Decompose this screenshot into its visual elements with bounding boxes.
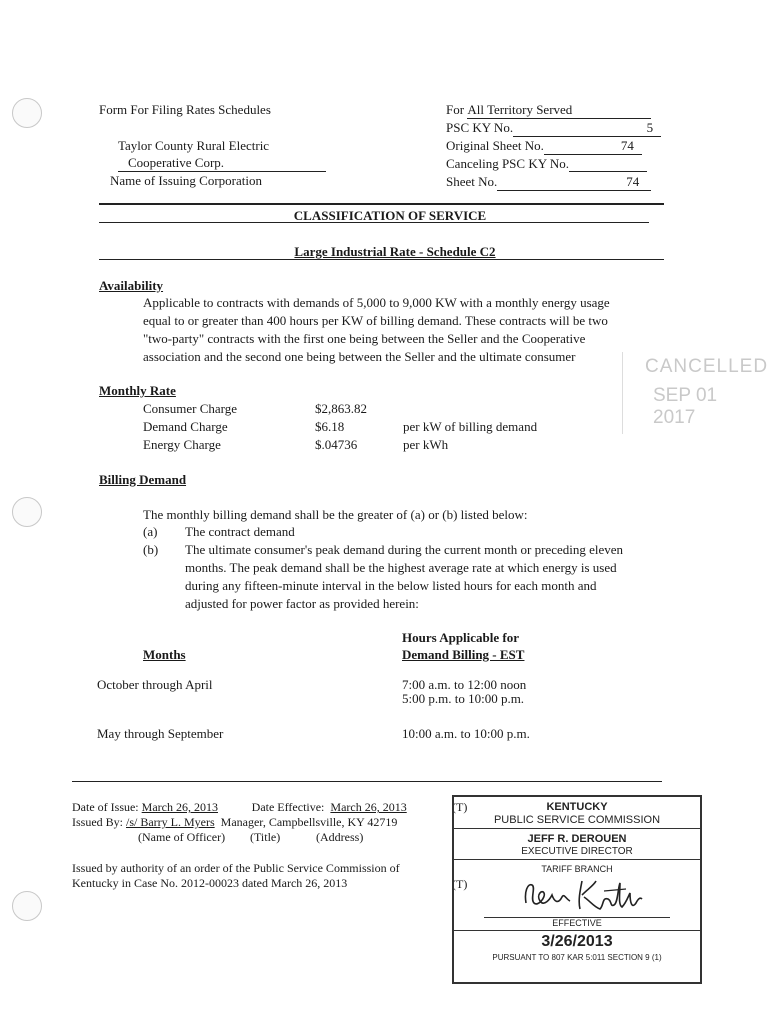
schedule-title: Large Industrial Rate - Schedule C2 (294, 244, 496, 259)
months-cell: October through April (97, 677, 213, 692)
psc-stamp-divider (454, 930, 700, 931)
sheet-no-label: Sheet No. (446, 174, 498, 189)
monthly-rate-heading: Monthly Rate (99, 383, 176, 398)
caption-officer: (Name of Officer) (138, 830, 226, 844)
billing-item-b-line: adjusted for power factor as provided herein: (185, 596, 419, 611)
date-effective-label: Date Effective: (251, 800, 325, 814)
rate-row (143, 436, 448, 453)
psc-no-value: 5 (513, 119, 661, 137)
original-sheet-label: Original Sheet No. (446, 138, 544, 153)
availability-line: Applicable to contracts with demands of 5,000 to 9,000 KW with a monthly energy usage (143, 295, 610, 310)
sheet-no-row (446, 173, 651, 191)
canceling-row (446, 155, 647, 172)
rate-name: Demand Charge (143, 419, 228, 434)
billing-demand-heading: Billing Demand (99, 472, 187, 487)
issued-by-address: Campbellsville, KY 42719 (268, 815, 398, 829)
form-title: Form For Filing Rates Schedules (99, 102, 271, 117)
schedule-rule (99, 259, 664, 260)
classification-title: CLASSIFICATION OF SERVICE (293, 208, 487, 223)
footer-divider (72, 781, 662, 782)
hours-cell: 10:00 a.m. to 10:00 p.m. (402, 726, 530, 741)
rate-amount: $6.18 (315, 419, 345, 434)
date-row (72, 799, 407, 815)
hours-header-line2: Demand Billing - EST (402, 647, 525, 662)
issued-by-title: Manager, (220, 815, 266, 829)
psc-approval-stamp (452, 795, 702, 984)
issued-by-row (72, 814, 397, 830)
classification-rule (99, 222, 649, 223)
psc-stamp-divider (454, 828, 700, 829)
change-mark-t: (T) (452, 800, 468, 814)
date-issue-label: Date of Issue: (72, 800, 139, 814)
binder-hole-middle (12, 497, 42, 527)
psc-pursuant: PURSUANT TO 807 KAR 5:011 SECTION 9 (1) (492, 953, 662, 962)
sheet-no-value: 74 (497, 173, 651, 191)
hours-header-line1: Hours Applicable for (402, 630, 520, 645)
availability-line: association and the second one being between the Seller and the ultimate consumer (143, 349, 576, 364)
rate-name: Energy Charge (143, 437, 221, 452)
issuer-name-line2 (118, 154, 326, 172)
date-issue-value: March 26, 2013 (141, 800, 218, 814)
cancelled-stamp (622, 352, 769, 434)
canceling-value (569, 155, 647, 172)
issued-by-captions (138, 829, 363, 845)
original-sheet-row (446, 137, 642, 155)
psc-commission: PUBLIC SERVICE COMMISSION (493, 814, 661, 826)
psc-no-label: PSC KY No. (446, 120, 514, 135)
hours-cell: 7:00 a.m. to 12:00 noon (402, 677, 527, 692)
billing-item-b-label: (b) (143, 542, 159, 557)
availability-heading: Availability (99, 278, 164, 293)
psc-no-row (446, 119, 661, 137)
binder-hole-top (12, 98, 42, 128)
rate-name: Consumer Charge (143, 401, 237, 416)
for-row (446, 101, 651, 119)
rate-amount: $2,863.82 (315, 401, 367, 416)
caption-title: (Title) (250, 830, 281, 844)
billing-item-a (143, 523, 295, 540)
rate-row (143, 418, 537, 435)
billing-item-a-text: The contract demand (185, 524, 295, 539)
caption-address: (Address) (316, 830, 364, 844)
billing-item-b-line: months. The peak demand shall be the highest average rate at which energy is used (185, 560, 617, 575)
authority-line: Kentucky in Case No. 2012-00023 dated March 26, 2013 (72, 876, 348, 890)
psc-state: KENTUCKY (546, 801, 608, 813)
issuer-name-line1: Taylor County Rural Electric (118, 138, 270, 153)
issued-by-value: /s/ Barry L. Myers (126, 815, 215, 829)
hours-cell: 5:00 p.m. to 10:00 p.m. (402, 691, 525, 706)
psc-effective-label: EFFECTIVE (552, 918, 602, 928)
binder-hole-bottom (12, 891, 42, 921)
months-cell: May through September (97, 726, 224, 741)
for-label: For (446, 102, 465, 117)
signature-icon (454, 877, 700, 915)
billing-item-a-label: (a) (143, 524, 158, 539)
change-mark-t: (T) (452, 877, 468, 891)
signature-image (454, 877, 700, 915)
billing-demand-intro: The monthly billing demand shall be the greater of (a) or (b) listed below: (143, 507, 528, 522)
rate-unit: per kWh (403, 437, 449, 452)
rate-amount: $.04736 (315, 437, 358, 452)
issuer-name-line2-text: Cooperative Corp. (118, 154, 326, 172)
issuer-caption: Name of Issuing Corporation (110, 173, 263, 188)
issued-by-label: Issued By: (72, 815, 123, 829)
cancelled-stamp-word: CANCELLED (645, 356, 769, 377)
psc-director-title: EXECUTIVE DIRECTOR (521, 846, 633, 857)
original-sheet-value: 74 (544, 137, 642, 155)
billing-item-b (143, 541, 623, 558)
authority-line: Issued by authority of an order of the Public Service Commission of (72, 861, 400, 875)
billing-item-b-line: The ultimate consumer's peak demand during the current month or preceding eleven (185, 542, 624, 557)
psc-stamp-divider (454, 859, 700, 860)
canceling-label: Canceling PSC KY No. (446, 156, 570, 171)
psc-branch: TARIFF BRANCH (541, 864, 613, 874)
psc-director-name: JEFF R. DEROUEN (527, 833, 627, 845)
cancelled-stamp-date: SEP 01 2017 (653, 385, 718, 428)
availability-line: "two-party" contracts with the first one being between the Seller and the Cooperative (143, 331, 586, 346)
date-effective-value: March 26, 2013 (330, 800, 407, 814)
header-divider (99, 203, 664, 205)
availability-line: equal to or greater than 400 hours per KW of billing demand. These contracts will be two (143, 313, 608, 328)
rate-unit: per kW of billing demand (403, 419, 538, 434)
months-header: Months (143, 647, 186, 662)
billing-item-b-line: during any fifteen-minute interval in the below listed hours for each month and (185, 578, 597, 593)
psc-effective-date: 3/26/2013 (541, 933, 613, 950)
rate-row (143, 400, 403, 417)
for-value: All Territory Served (467, 101, 651, 119)
